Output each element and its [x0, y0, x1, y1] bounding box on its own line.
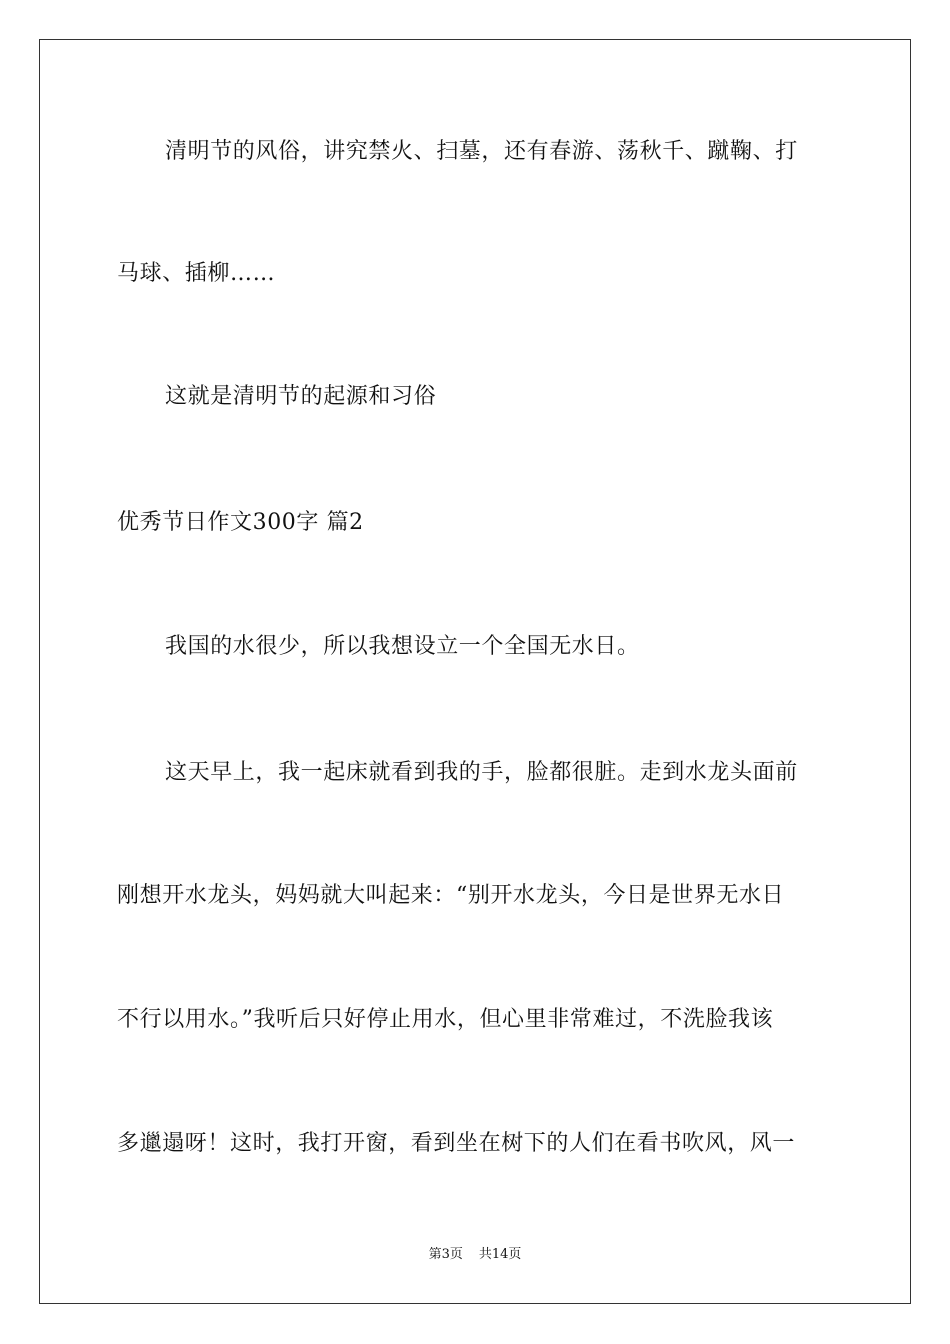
paragraph-line-9: 多邋遢呀！这时，我打开窗，看到坐在树下的人们在看书吹风，风一 [117, 1131, 796, 1156]
paragraph-line-6: 这天早上，我一起床就看到我的手，脸都很脏。走到水龙头面前 [165, 760, 798, 785]
paragraph-line-7: 刚想开水龙头，妈妈就大叫起来：“别开水龙头，今日是世界无水日 [117, 883, 785, 908]
paragraph-line-3: 这就是清明节的起源和习俗 [165, 384, 437, 409]
paragraph-line-2: 马球、插柳…… [117, 261, 276, 286]
page-footer [0, 1246, 950, 1264]
section-heading: 优秀节日作文300字 篇2 [117, 510, 364, 535]
paragraph-line-5: 我国的水很少，所以我想设立一个全国无水日。 [165, 634, 640, 659]
page-total: 共14页 [478, 1247, 522, 1262]
paragraph-line-1: 清明节的风俗，讲究禁火、扫墓，还有春游、荡秋千、蹴鞠、打 [165, 139, 798, 164]
page-border [39, 39, 911, 1304]
page-number: 第3页 [428, 1247, 463, 1262]
paragraph-line-8: 不行以用水。”我听后只好停止用水，但心里非常难过，不洗脸我该 [117, 1007, 774, 1032]
